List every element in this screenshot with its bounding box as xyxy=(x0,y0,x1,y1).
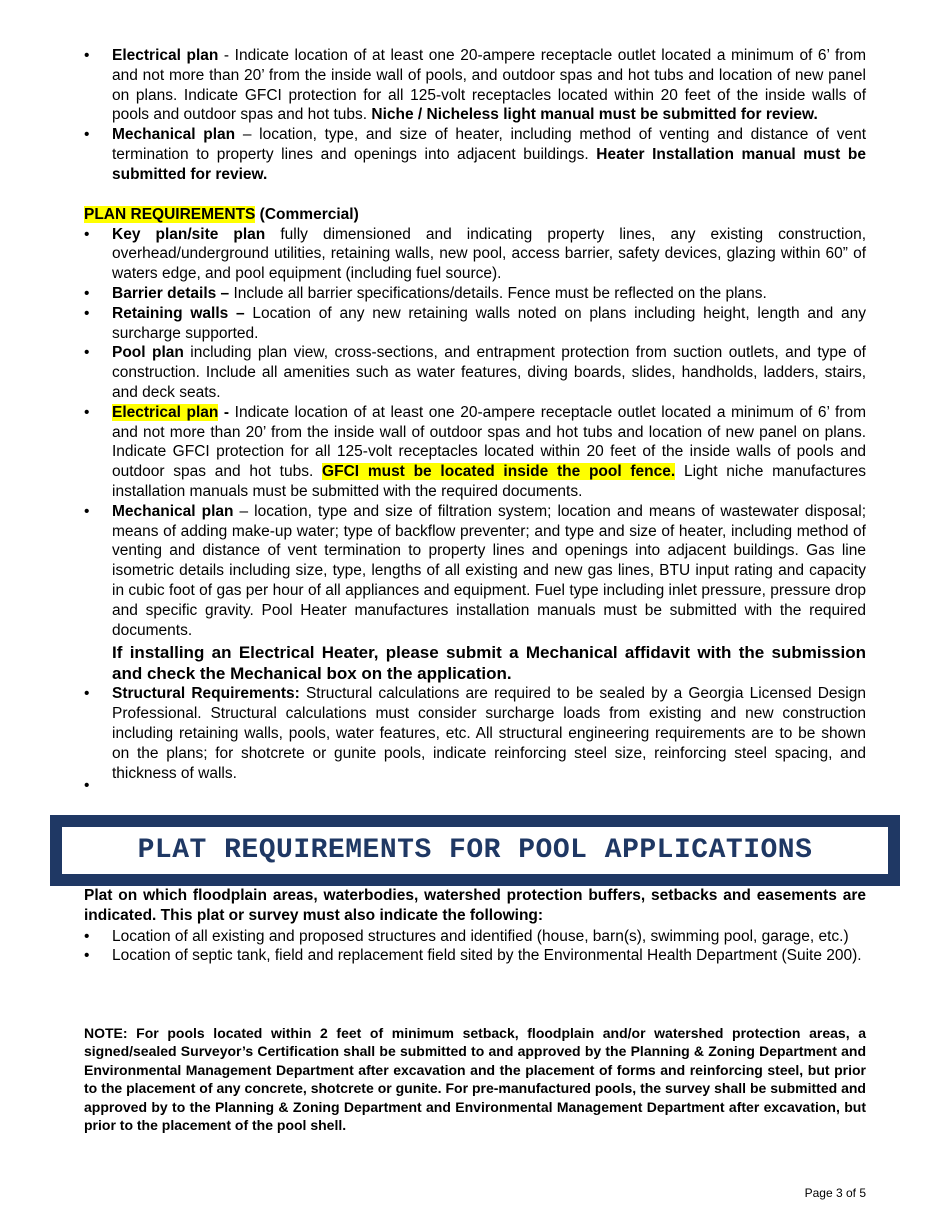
item-highlight: GFCI must be located inside the pool fence. xyxy=(322,463,676,481)
list-item-electrical-plan xyxy=(84,46,866,125)
banner-title: PLAT REQUIREMENTS FOR POOL APPLICATIONS xyxy=(137,835,813,866)
item-bold-tail: Niche / Nicheless light manual must be submitted for review. xyxy=(371,106,818,124)
item-text: including plan view, cross-sections, and entrapment protection from suction outlets, and type of construction. Include all amenities such as water features, diving boards, slides, handholds, ladders, stairs, and deck seats. xyxy=(112,344,866,401)
document-body xyxy=(84,46,866,791)
list-item: • Location of septic tank, field and replacement field sited by the Environmental Health Department (Suite 200). xyxy=(84,946,866,966)
plat-intro: Plat on which floodplain areas, waterbodies, watershed protection buffers, setbacks and easements are indicated. This plat or survey must also indicate the following: xyxy=(84,887,866,924)
item-text: – location, type and size of filtration system; location and means of wastewater disposal; means of adding make-up water; type of backflow preventer; and type and size of heater, including method of venting and distance of vent termination to property lines and openings into adjacent buildings. Gas line isometric details including size, type, lengths of all existing and new gas lines, BTU input rating and capacity in cubic foot of gas per hour of all appliances and equipment. Fuel type including inlet pressure, pressure drop and specific gravity. Pool Heater manufactures installation manuals must be submitted with the required documents. xyxy=(112,502,866,639)
item-text: Include all barrier specifications/details. Fence must be reflected on the plans. xyxy=(229,284,767,302)
item-text: fully dimensioned and indicating property lines, any existing construction, overhead/underground utilities, retaining walls, new pool, access barrier, safety devices, glazing within 60” of waters edge, and pool equipment (including fuel source). xyxy=(112,225,866,283)
list-item-mechanical-plan xyxy=(84,125,866,184)
item-label: Key plan/site plan xyxy=(112,225,266,243)
item-label: Retaining walls – xyxy=(112,304,245,322)
electrical-heater-note: If installing an Electrical Heater, please submit a Mechanical affidavit with the submission and check the Mechanical box on the application. xyxy=(112,643,866,684)
commercial-plan-list xyxy=(84,225,866,641)
item-label: Mechanical plan xyxy=(112,502,234,520)
list-item: • Location of all existing and proposed structures and identified (house, barn(s), swimming pool, garage, etc.) xyxy=(84,927,866,947)
heading-highlight: PLAN REQUIREMENTS xyxy=(84,205,256,223)
item-separator: - xyxy=(218,403,235,421)
item-text: Location of any new retaining walls noted on plans including height, length and any surcharge supported. xyxy=(112,304,866,342)
plat-section xyxy=(84,886,866,966)
item-tail: Light niche manufactures installation manuals must be submitted with the required documents. xyxy=(112,463,867,500)
item-label: Pool plan xyxy=(112,344,184,362)
surveyor-note: NOTE: For pools located within 2 feet of minimum setback, floodplain and/or watershed protection areas, a signed/sealed Surveyor’s Certification shall be submitted to and approved by the Planning & Zoning Department and Environmental Management Department after excavation and the placement of forms and reinforcing steel, but prior to the placement of any concrete, shotcrete or gunite. For pre-manufactured pools, the survey shall be submitted and approved by to the Planning & Zoning Department and Environmental Management Department after excavation, but prior to the placement of the pool shell. xyxy=(84,1025,866,1134)
item-separator: - xyxy=(218,47,235,64)
item-label: Structural Requirements: xyxy=(112,685,300,703)
item-text: Indicate location of at least one 20-ampere receptacle outlet located a minimum of 6’ from and not more than 20’ from the inside wall of pools, and outdoor spas and hot tubs and location of new panel on plans. Indicate GFCI protection for all 125-volt receptacles located within 20 feet of the inside walls of pools and outdoor spas and hot tubs. xyxy=(112,47,866,124)
plat-list xyxy=(84,927,866,967)
banner-inner xyxy=(62,827,888,874)
page-number: Page 3 of 5 xyxy=(804,1186,866,1200)
section-heading-plan-requirements xyxy=(84,205,866,225)
item-label: Mechanical plan xyxy=(112,126,236,144)
item-label: Electrical plan xyxy=(112,403,219,421)
list-item-pool-plan xyxy=(84,343,866,402)
item-text: Structural calculations are required to be sealed by a Georgia Licensed Design Professional. Structural calculations must consider surcharge loads from existing and new construction including retaining walls, pools, water features, etc. All structural engineering requirements are to be shown on the plans; for shotcrete or gunite pools, indicate reinforcing steel size, reinforcing steel spacing, and thickness of walls. xyxy=(112,685,866,782)
item-label: Barrier details – xyxy=(112,284,230,302)
item-label: Electrical plan xyxy=(112,47,219,64)
item-separator: – xyxy=(235,126,260,144)
list-item-structural-requirements xyxy=(84,684,866,783)
heading-qualifier: (Commercial) xyxy=(255,205,359,223)
list-item-retaining-walls xyxy=(84,304,866,344)
list-item-commercial-mechanical-plan xyxy=(84,502,866,641)
structural-list xyxy=(84,684,866,783)
list-item-key-plan xyxy=(84,225,866,284)
residential-plan-list xyxy=(84,46,866,185)
empty-bullet xyxy=(84,783,866,791)
list-item-commercial-electrical-plan xyxy=(84,403,866,502)
plat-banner xyxy=(50,815,900,886)
item-bold-tail: Heater Installation manual must be submitted for review. xyxy=(112,145,866,183)
item-text: Indicate location of at least one 20-ampere receptacle outlet located a minimum of 6’ from and not more than 20’ from the inside wall of outdoor spas and hot tubs and location of new panel on plans. Indicate GFCI protection for all 125-volt receptacles located within 20 feet of the inside walls of pools and outdoor spas and hot tubs. xyxy=(112,403,866,481)
list-item-barrier-details xyxy=(84,284,866,304)
item-text: location, type, and size of heater, including method of venting and distance of vent termination to property lines and openings into adjacent buildings. xyxy=(112,126,867,163)
